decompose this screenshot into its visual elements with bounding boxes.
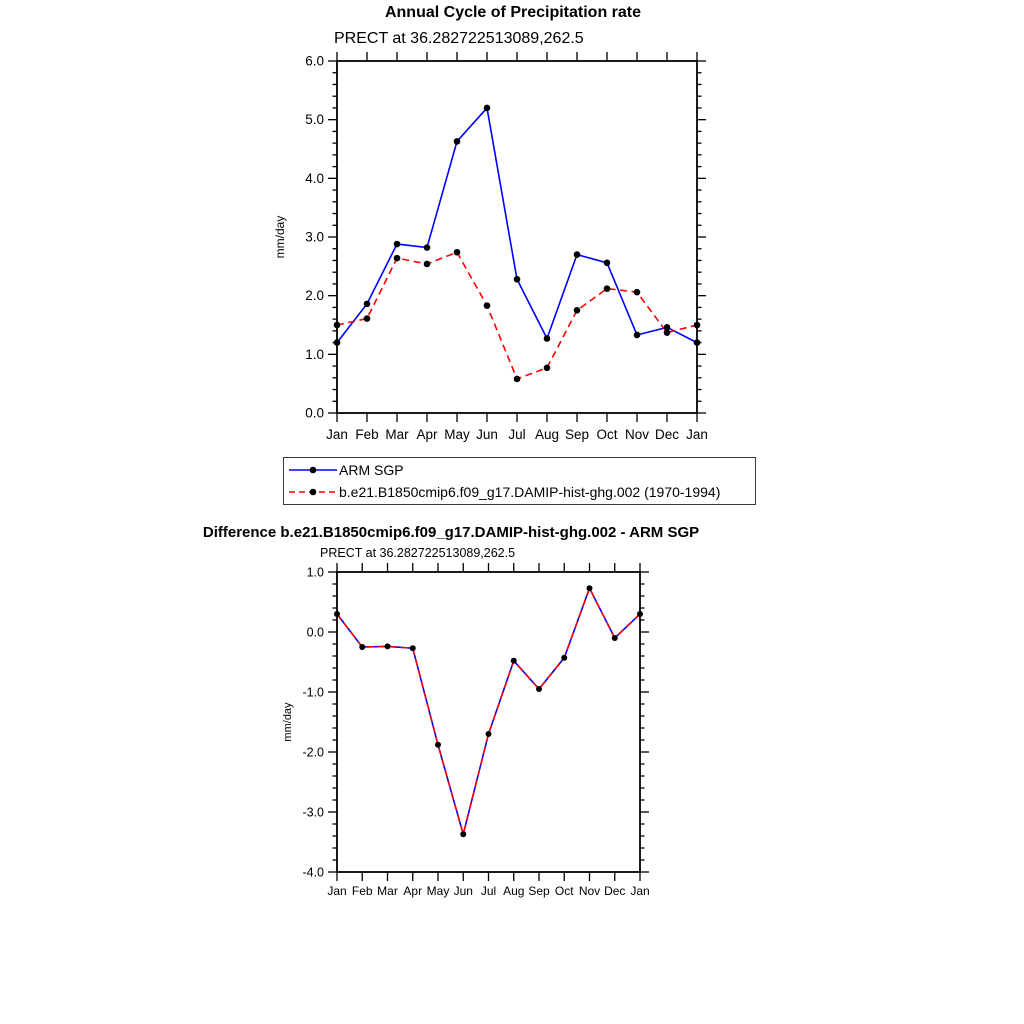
y-axis-tick-label: 2.0	[305, 288, 324, 304]
x-axis-tick-label: Jan	[326, 427, 348, 442]
legend-label-obs: ARM SGP	[339, 462, 404, 478]
data-point-marker	[394, 255, 401, 262]
x-axis-tick-label: Jul	[508, 427, 526, 442]
y-axis-tick-label: 0.0	[306, 625, 324, 640]
data-point-marker	[544, 365, 551, 372]
x-axis-tick-label: Jan	[327, 884, 347, 898]
data-point-marker	[334, 322, 341, 329]
annual-cycle-chart-title: Annual Cycle of Precipitation rate	[384, 4, 642, 21]
legend-entry-model	[289, 482, 755, 503]
data-point-marker	[637, 611, 643, 617]
data-point-marker	[604, 285, 611, 292]
data-point-marker	[486, 731, 492, 737]
y-axis-label: mm/day	[273, 215, 287, 259]
x-axis-tick-label: Apr	[403, 884, 423, 898]
x-axis-tick-label: Aug	[534, 427, 560, 442]
data-point-marker	[364, 301, 371, 308]
x-axis-tick-label: Jan	[686, 427, 708, 442]
x-axis-tick-label: Mar	[377, 884, 398, 898]
obs-line-sample-icon	[289, 464, 337, 476]
data-point-marker	[604, 260, 611, 267]
x-axis-tick-label: Mar	[385, 427, 409, 442]
x-axis-tick-label: Dec	[604, 884, 626, 898]
y-axis-tick-label: 1.0	[306, 565, 324, 580]
data-point-marker	[424, 261, 431, 268]
x-axis-tick-label: Jun	[476, 427, 498, 442]
data-point-marker	[454, 138, 461, 145]
plot-frame	[337, 61, 697, 413]
data-point-marker	[359, 644, 365, 650]
x-axis-tick-label: Sep	[564, 427, 590, 442]
series-line-dashed	[337, 252, 697, 379]
data-point-marker	[587, 585, 593, 591]
y-axis-tick-label: 4.0	[305, 170, 324, 186]
data-point-marker	[634, 289, 641, 296]
data-point-marker	[385, 643, 391, 649]
legend	[283, 457, 756, 505]
data-point-marker	[334, 611, 340, 617]
data-point-marker	[561, 655, 567, 661]
data-point-marker	[694, 339, 701, 346]
data-point-marker	[514, 276, 521, 283]
x-axis-tick-label: Aug	[503, 884, 525, 898]
difference-chart-title: Difference b.e21.B1850cmip6.f09_g17.DAMIP-hist-ghg.002 - ARM SGP	[202, 524, 700, 541]
data-point-marker	[574, 307, 581, 314]
data-point-marker	[424, 244, 431, 251]
x-axis-tick-label: Dec	[654, 427, 680, 442]
x-axis-tick-label: Feb	[351, 884, 373, 898]
data-point-marker	[454, 249, 461, 256]
data-point-marker	[394, 241, 401, 248]
y-axis-tick-label: -1.0	[302, 685, 324, 700]
data-point-marker	[694, 322, 701, 329]
data-point-marker	[364, 315, 371, 322]
data-point-marker	[484, 105, 491, 112]
data-point-marker	[544, 335, 551, 342]
data-point-marker	[435, 742, 441, 748]
series-line-solid	[337, 108, 697, 343]
series-line-dashed	[337, 588, 640, 834]
data-point-marker	[334, 339, 341, 346]
y-axis-label: mm/day	[282, 702, 294, 742]
data-point-marker	[514, 376, 521, 383]
y-axis-tick-label: 0.0	[305, 405, 324, 421]
model-line-sample-icon	[289, 486, 337, 498]
plot-frame	[337, 572, 640, 872]
data-point-marker	[536, 686, 542, 692]
annual-cycle-chart-subtitle: PRECT at 36.282722513089,262.5	[334, 30, 584, 47]
series-line-solid	[337, 588, 640, 834]
y-axis-tick-label: 3.0	[305, 229, 324, 245]
data-point-marker	[410, 645, 416, 651]
data-point-marker	[460, 831, 466, 837]
difference-chart-subtitle: PRECT at 36.282722513089,262.5	[320, 546, 516, 560]
data-point-marker	[634, 332, 641, 339]
x-axis-tick-label: Feb	[355, 427, 379, 442]
x-axis-tick-label: Sep	[528, 884, 550, 898]
x-axis-tick-label: May	[444, 427, 470, 442]
legend-label-model: b.e21.B1850cmip6.f09_g17.DAMIP-hist-ghg.002 (1970-1994)	[339, 484, 721, 500]
y-axis-tick-label: -4.0	[302, 865, 324, 880]
x-axis-tick-label: Jun	[453, 884, 473, 898]
legend-entry-obs	[289, 460, 755, 481]
data-point-marker	[484, 302, 491, 309]
data-point-marker	[574, 251, 581, 258]
x-axis-tick-label: Jan	[630, 884, 650, 898]
x-axis-tick-label: Oct	[596, 427, 618, 442]
x-axis-tick-label: Apr	[416, 427, 438, 442]
x-axis-tick-label: Nov	[578, 884, 601, 898]
x-axis-tick-label: Nov	[624, 427, 650, 442]
data-point-marker	[511, 658, 517, 664]
y-axis-tick-label: 6.0	[305, 53, 324, 69]
data-point-marker	[612, 635, 618, 641]
x-axis-tick-label: May	[426, 884, 450, 898]
y-axis-tick-label: -3.0	[302, 805, 324, 820]
y-axis-tick-label: 5.0	[305, 112, 324, 128]
x-axis-tick-label: Jul	[480, 884, 497, 898]
y-axis-tick-label: -2.0	[302, 745, 324, 760]
data-point-marker	[664, 329, 671, 336]
y-axis-tick-label: 1.0	[305, 346, 324, 362]
x-axis-tick-label: Oct	[554, 884, 574, 898]
